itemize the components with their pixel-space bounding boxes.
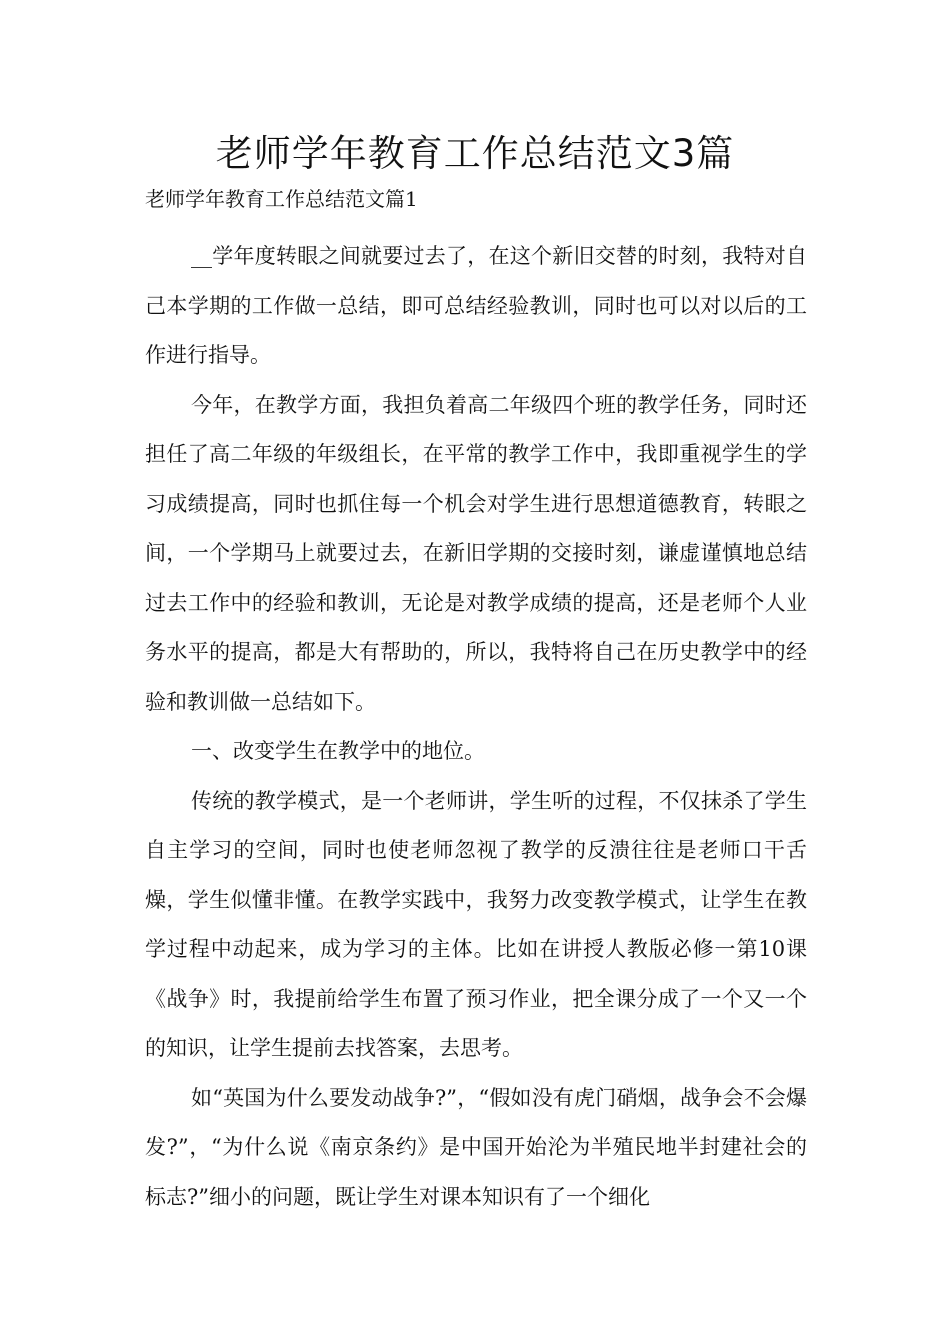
paragraph-teaching-duties: 今年，在教学方面，我担负着高二年级四个班的教学任务，同时还担任了高二年级的年级组长，在平常的教学工作中，我即重视学生的学习成绩提高，同时也抓住每一个机会对学生进行思想道德教育，转眼之间，一个学期马上就要过去，在新旧学期的交接时刻，谦虚谨慎地总结过去工作中的经验和教训，无论是对教学成绩的提高，还是老师个人业务水平的提高，都是大有帮助的，所以，我特将自己在历史教学中的经验和教训做一总结如下。 (145, 392, 807, 714)
paragraph-intro: __学年度转眼之间就要过去了，在这个新旧交替的时刻，我特对自己本学期的工作做一总结，即可总结经验教训，同时也可以对以后的工作进行指导。 (145, 244, 807, 367)
section-heading-1: 一、改变学生在教学中的地位。 (191, 739, 485, 763)
paragraph-traditional-model: 传统的教学模式，是一个老师讲，学生听的过程，不仅抹杀了学生自主学习的空间，同时也使老师忽视了教学的反溃往往是老师口干舌燥，学生似懂非懂。在教学实践中，我努力改变教学模式，让学生在教学过程中动起来，成为学习的主体。比如在讲授人教版必修一第10课《战争》时，我提前给学生布置了预习作业，把全课分成了一个又一个的知识，让学生提前去找答案，去思考。 (145, 788, 807, 1060)
paragraph-questions: 如“英国为什么要发动战争?”，“假如没有虎门硝烟，战争会不会爆发?”，“为什么说《南京条约》是中国开始沦为半殖民地半封建社会的标志?”细小的问题，既让学生对课本知识有了一个细化 (145, 1085, 807, 1209)
document-body (145, 232, 807, 1222)
document-subtitle: 老师学年教育工作总结范文篇1 (145, 187, 418, 211)
document-title: 老师学年教育工作总结范文3篇 (215, 132, 735, 175)
